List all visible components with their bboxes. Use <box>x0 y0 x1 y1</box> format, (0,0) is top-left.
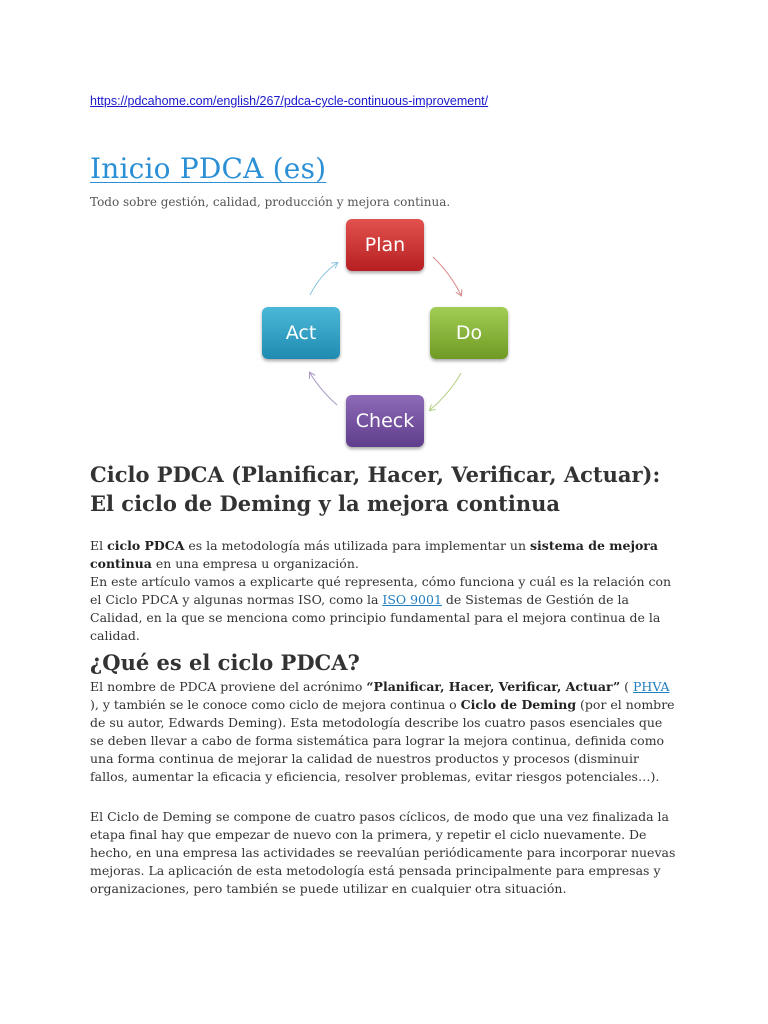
arrow-check-to-act <box>310 373 337 405</box>
site-title-link[interactable]: Inicio PDCA (es) <box>90 152 327 185</box>
article-title: Ciclo PDCA (Planificar, Hacer, Verificar, Actuar): El ciclo de Deming y la mejora continua <box>90 462 661 516</box>
act-box: Act <box>262 307 340 359</box>
arrow-do-to-check <box>430 373 461 410</box>
section-paragraph-1: El nombre de PDCA proviene del acrónimo “Planificar, Hacer, Verificar, Actuar” ( PHVA ), y también se le conoce como ciclo de mejora continua o Ciclo de Deming (por el nombre de su autor, Edwards Deming). Esta metodología describe los cuatro pasos esenciales que se deben llevar a cabo de forma sistemática para lograr la mejora continua, definida como una forma continua de mejorar la calidad de nuestros productos y procesos (disminuir fallos, aumentar la eficacia y eficiencia, resolver problemas, evitar riesgos potenciales…). <box>90 679 675 784</box>
site-tagline: Todo sobre gestión, calidad, producción y mejora continua. <box>90 195 451 209</box>
do-box: Do <box>430 307 508 359</box>
plan-box: Plan <box>346 219 424 271</box>
arrow-act-to-plan <box>310 263 337 295</box>
pdca-cycle-diagram <box>255 215 520 450</box>
source-url-link[interactable]: https://pdcahome.com/english/267/pdca-cycle-continuous-improvement/ <box>90 94 489 108</box>
section-paragraph-2: El Ciclo de Deming se compone de cuatro pasos cíclicos, de modo que una vez finalizada la etapa final hay que empezar de nuevo con la primera, y repetir el ciclo nuevamente. De hecho, en una empresa las actividades se reevalúan periódicamente para incorporar nuevas mejoras. La aplicación de esta metodología está pensada principalmente para empresas y organizaciones, pero también se puede utilizar en cualquier otra situación. <box>90 809 676 896</box>
intro-paragraph-1: El ciclo PDCA es la metodología más utilizada para implementar un sistema de mejora continua en una empresa u organización. <box>90 538 658 571</box>
intro-paragraph-2: En este artículo vamos a explicarte qué representa, cómo funciona y cuál es la relación con el Ciclo PDCA y algunas normas ISO, como la ISO 9001 de Sistemas de Gestión de la Calidad, en la que se menciona como principio fundamental para el mejora continua de la calidad. <box>90 574 672 643</box>
section-heading: ¿Qué es el ciclo PDCA? <box>90 650 360 675</box>
arrow-plan-to-do <box>433 257 461 295</box>
check-box: Check <box>346 395 424 447</box>
phva-link[interactable]: PHVA <box>633 679 670 694</box>
iso-9001-link[interactable]: ISO 9001 <box>382 592 442 607</box>
